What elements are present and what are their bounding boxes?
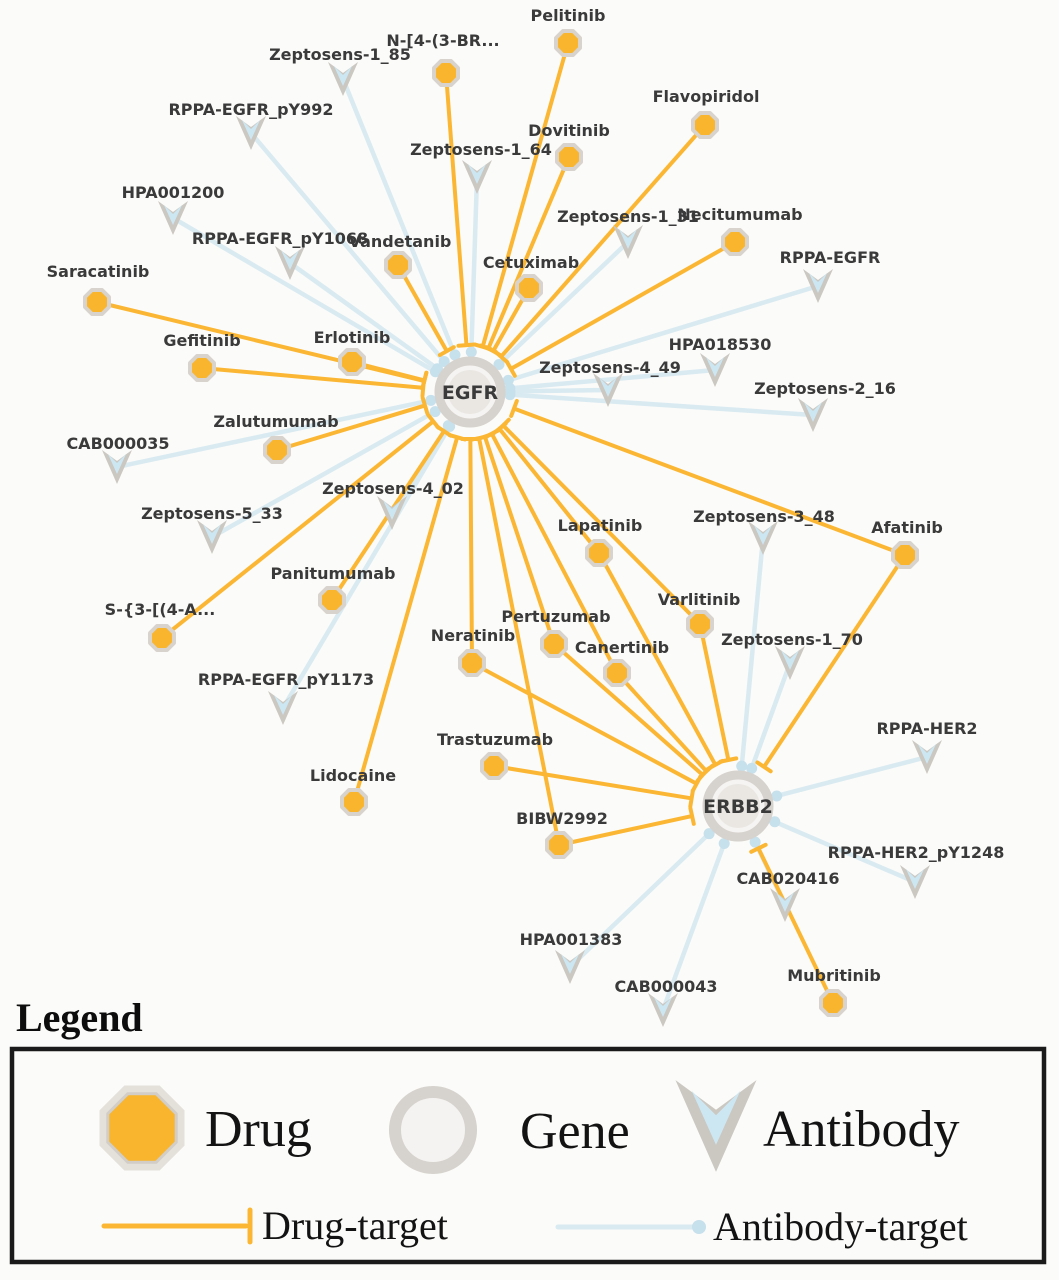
antibody-label: HPA018530 — [668, 335, 772, 354]
antibody-label: Zeptosens-1_70 — [721, 630, 863, 649]
antibody-edge-dot — [425, 395, 436, 406]
edge-antibody-target — [777, 757, 927, 796]
drug-label: Trastuzumab — [436, 730, 554, 749]
antibody-label: Zeptosens-1_31 — [557, 207, 699, 226]
drug-label: Vandetanib — [348, 232, 452, 251]
legend-drug-label: Drug — [205, 1101, 312, 1158]
drug-node-erlotinib — [340, 350, 364, 374]
antibody-node-z164 — [462, 160, 492, 194]
drug-label: Pelitinib — [530, 6, 606, 25]
legend-antibody-label: Antibody — [763, 1101, 960, 1158]
edge-drug-target — [554, 644, 701, 774]
gene-node-ERBB2 — [703, 775, 773, 837]
antibody-label: RPPA-EGFR_pY1068 — [191, 229, 369, 248]
edge-antibody-target — [471, 177, 477, 352]
edge-drug-target — [599, 553, 714, 763]
drug-label: Saracatinib — [46, 262, 150, 281]
drug-node-varlitinib — [688, 612, 712, 636]
drug-target-line-icon — [104, 1210, 250, 1242]
antibody-label: CAB000043 — [614, 977, 718, 996]
drug-edge-tee — [458, 345, 474, 346]
drug-node-mubritinib — [821, 991, 845, 1015]
drug-node-saracatinib — [85, 290, 109, 314]
edge-drug-target — [494, 766, 690, 798]
antibody-label: Zeptosens-5_33 — [141, 504, 283, 523]
drug-node-pelitinib — [556, 31, 580, 55]
antibody-node-py1068 — [275, 246, 305, 280]
antibody-edge-dot — [466, 347, 477, 358]
antibody-label: CAB020416 — [736, 869, 840, 888]
antibody-target-line-icon — [558, 1220, 706, 1234]
drug-edge-tee — [690, 791, 693, 807]
drug-octagon-icon — [100, 1086, 185, 1171]
legend-gene-label: Gene — [520, 1103, 630, 1160]
antibody-node-z533 — [197, 520, 227, 554]
legend-title: Legend — [16, 995, 143, 1040]
drug-edge-tee — [511, 401, 517, 416]
antibody-label: Zeptosens-1_64 — [410, 140, 552, 159]
drug-node-s34a — [150, 626, 174, 650]
drug-label: Mubritinib — [787, 966, 881, 985]
antibody-label: RPPA-EGFR — [779, 248, 881, 267]
antibody-label: RPPA-HER2_pY1248 — [827, 843, 1005, 862]
drug-label: Necitumumab — [677, 205, 803, 224]
antibody-node-rppa_egfr — [803, 269, 833, 303]
antibody-label: HPA001383 — [519, 930, 623, 949]
drug-node-lidocaine — [342, 790, 366, 814]
drug-node-vandetanib — [386, 253, 410, 277]
drug-node-flavopiridol — [693, 113, 717, 137]
antibody-node-cab000043 — [648, 993, 678, 1027]
drug-node-panitumumab — [320, 588, 344, 612]
drug-label: Panitumumab — [270, 564, 396, 583]
antibody-label: RPPA-HER2 — [876, 719, 978, 738]
edge-antibody-target — [752, 663, 790, 768]
antibody-node-hpa001383 — [555, 950, 585, 984]
drug-node-dovitinib — [557, 145, 581, 169]
drug-label: Zalutumumab — [213, 412, 339, 431]
antibody-label: Zeptosens-3_48 — [693, 507, 835, 526]
antibody-label: Zeptosens-1_85 — [269, 45, 411, 64]
drug-label: Canertinib — [574, 638, 670, 657]
legend — [12, 995, 1044, 1262]
drug-node-lapatinib — [587, 541, 611, 565]
antibody-label: Zeptosens-4_49 — [539, 358, 681, 377]
antibody-node-py1248 — [900, 865, 930, 899]
drug-edge-tee — [422, 373, 426, 389]
antibody-edge-dot — [736, 761, 747, 772]
edge-antibody-target — [742, 538, 763, 766]
antibody-node-hpa001200 — [158, 201, 188, 235]
drug-node-bibw2992 — [547, 833, 571, 857]
drug-node-zalutumumab — [265, 438, 289, 462]
antibody-label: RPPA-EGFR_pY1173 — [197, 670, 375, 689]
gene-node-EGFR — [439, 361, 501, 423]
drug-node-trastuzumab — [482, 754, 506, 778]
antibody-label: RPPA-EGFR_pY992 — [168, 100, 334, 119]
antibody-chevron-icon — [676, 1080, 757, 1172]
drug-label: Varlitinib — [657, 590, 741, 609]
drug-label: Flavopiridol — [652, 87, 760, 106]
drug-label: Lapatinib — [557, 516, 643, 535]
drug-label: Erlotinib — [313, 328, 391, 347]
antibody-edge-dot — [504, 389, 515, 400]
edge-antibody-target — [510, 390, 608, 391]
antibody-node-z185 — [328, 62, 358, 96]
drug-node-cetuximab — [517, 276, 541, 300]
drug-node-afatinib — [893, 543, 917, 567]
drug-node-neratinib — [460, 651, 484, 675]
drug-label: S-{3-[(4-A... — [104, 600, 216, 619]
antibody-node-z170 — [775, 646, 805, 680]
gene-label: EGFR — [441, 382, 499, 404]
drug-label: Lidocaine — [309, 766, 397, 785]
drug-label: Pertuzumab — [501, 607, 611, 626]
drug-node-necitumumab — [723, 230, 747, 254]
edge-drug-target — [446, 73, 466, 343]
antibody-label: HPA001200 — [121, 183, 225, 202]
drug-edge-tee — [721, 758, 737, 761]
drug-label: BIBW2992 — [516, 809, 608, 828]
drug-label: N-[4-(3-BR... — [386, 31, 500, 50]
antibody-label: Zeptosens-4_02 — [322, 479, 464, 498]
antibody-node-cab020416 — [770, 888, 800, 922]
drug-node-pertuzumab — [542, 632, 566, 656]
antibody-node-z348 — [748, 521, 778, 555]
drug-label: Dovitinib — [528, 121, 610, 140]
drug-label: Afatinib — [871, 518, 943, 537]
drug-label: Neratinib — [430, 626, 516, 645]
drug-node-n43br — [434, 61, 458, 85]
antibody-label: CAB000035 — [66, 434, 170, 453]
drug-label: Gefitinib — [163, 331, 241, 350]
antibody-label: Zeptosens-2_16 — [754, 379, 896, 398]
drug-node-canertinib — [605, 661, 629, 685]
gene-circle-icon — [395, 1092, 471, 1168]
antibody-node-py1173 — [268, 691, 298, 725]
legend-drug-target-label: Drug-target — [262, 1203, 448, 1248]
gene-label: ERBB2 — [703, 796, 773, 818]
drug-node-gefitinib — [190, 356, 214, 380]
legend-antibody-target-label: Antibody-target — [713, 1204, 968, 1249]
antibody-node-rppa_her2 — [912, 740, 942, 774]
drug-edge-tee — [690, 808, 693, 824]
drug-label: Cetuximab — [482, 253, 580, 272]
